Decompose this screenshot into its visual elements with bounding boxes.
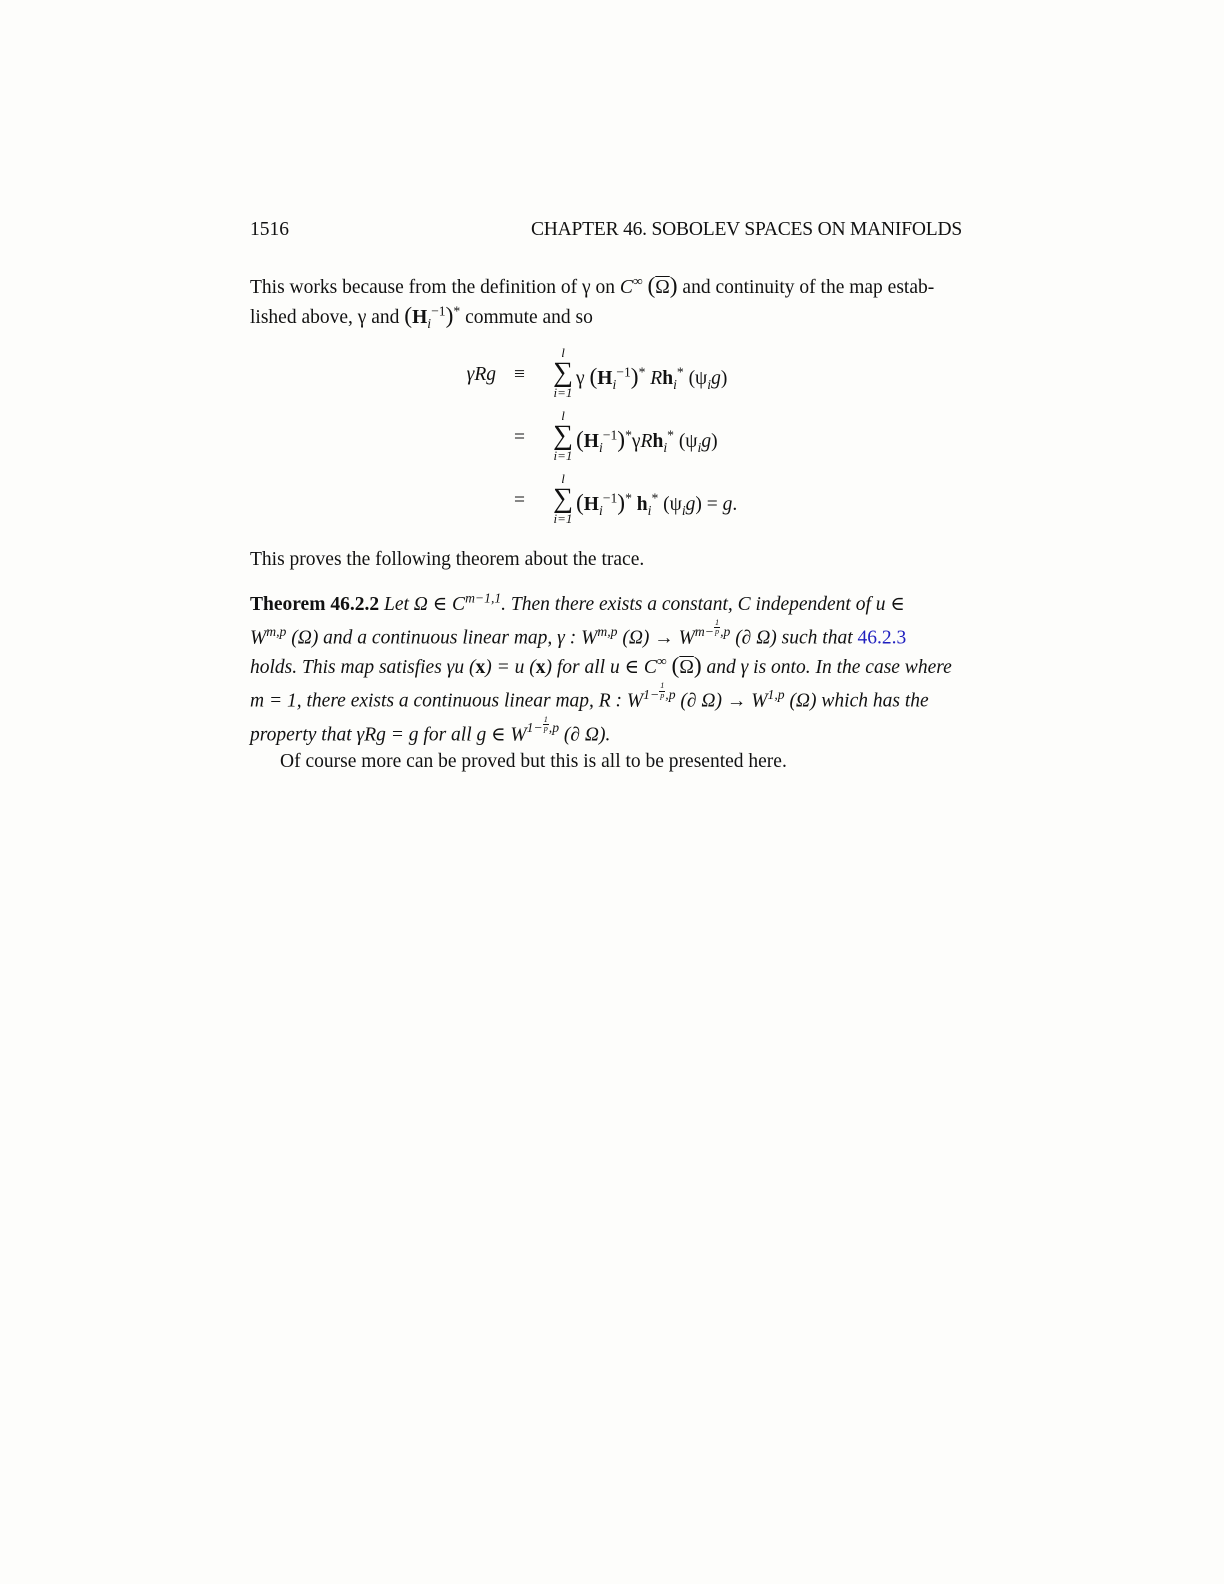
equation-rhs: $(H_i^{-1})^*\gamma Rh_i^*$ $(\psi_ig)$ xyxy=(576,427,718,455)
equation-relation: = xyxy=(514,427,525,448)
omega-closure: $\overline{\Omega}$ xyxy=(655,277,670,298)
equation-rhs: γ $(H_i^{-1})^*$ $Rh_i^*$ $(\psi_ig)$ xyxy=(576,364,728,392)
closing-paragraph: Of course more can be proved but this is all to be presented here. xyxy=(280,751,787,772)
page-number: 1516 xyxy=(250,219,289,240)
equation-row xyxy=(250,472,962,534)
theorem-label: Theorem 46.2.2 xyxy=(250,594,380,615)
running-header xyxy=(250,219,962,241)
intro-text-3: lished above, γ and xyxy=(250,307,405,328)
equation-rhs: $(H_i^{-1})^*$ $h_i^*$ $(\psi_ig) = g$. xyxy=(576,490,738,518)
theorem-block: Theorem 46.2.2 Let Ω ∈ $C^{m-1,1}$. Then there exists a constant, C independent of u ∈ W$^{m,p}$ (Ω) and a continuous linear map, γ : W$^{m,p}$ $(\Omega) \to W^{m- \frac{1}{p} ,p}$ (∂ Ω) such that 46.2.3 holds. This map satisfies γu (x) = u (x) for all u ∈ C∞ $(\overline{\Omega})$ and γ is onto. In the case where m = 1, there exists a continuous linear map, R : $W^{1- \frac{1}{p} ,p}$ (∂ Ω) → W$^{1,p}$ (Ω) which has the property that γRg = g for all g ∈ $W^{1- \frac{1}{p} ,p}$ (∂ Ω). xyxy=(250,590,952,745)
intro-paragraph: This works because from the definition of γ on C∞ $(\overline{\Omega})$ and continuity of the map estab- lished above, γ and $(H_i^{-1})^*$ commute and so xyxy=(250,273,935,331)
chapter-title: CHAPTER 46. SOBOLEV SPACES ON MANIFOLDS xyxy=(530,219,962,240)
equation-relation: = xyxy=(514,490,525,511)
summation: l ∑ i=1 xyxy=(553,408,573,463)
summation: l ∑ i=1 xyxy=(553,471,573,526)
summation: l ∑ i=1 xyxy=(553,345,573,400)
intro-text-2: and continuity of the map estab- xyxy=(677,277,935,298)
intro-text-1: This works because from the definition of γ on xyxy=(250,277,620,298)
equation-relation: ≡ xyxy=(514,364,525,385)
intro-text-4: commute and so xyxy=(460,307,593,328)
equation-lhs: γRg xyxy=(466,364,496,385)
equation-row xyxy=(250,409,962,471)
c-infinity: C∞ xyxy=(619,273,643,298)
equation-row xyxy=(250,346,962,408)
transition-paragraph: This proves the following theorem about the trace. xyxy=(250,549,645,570)
equation-reference-link[interactable]: 46.2.3 xyxy=(857,627,907,649)
